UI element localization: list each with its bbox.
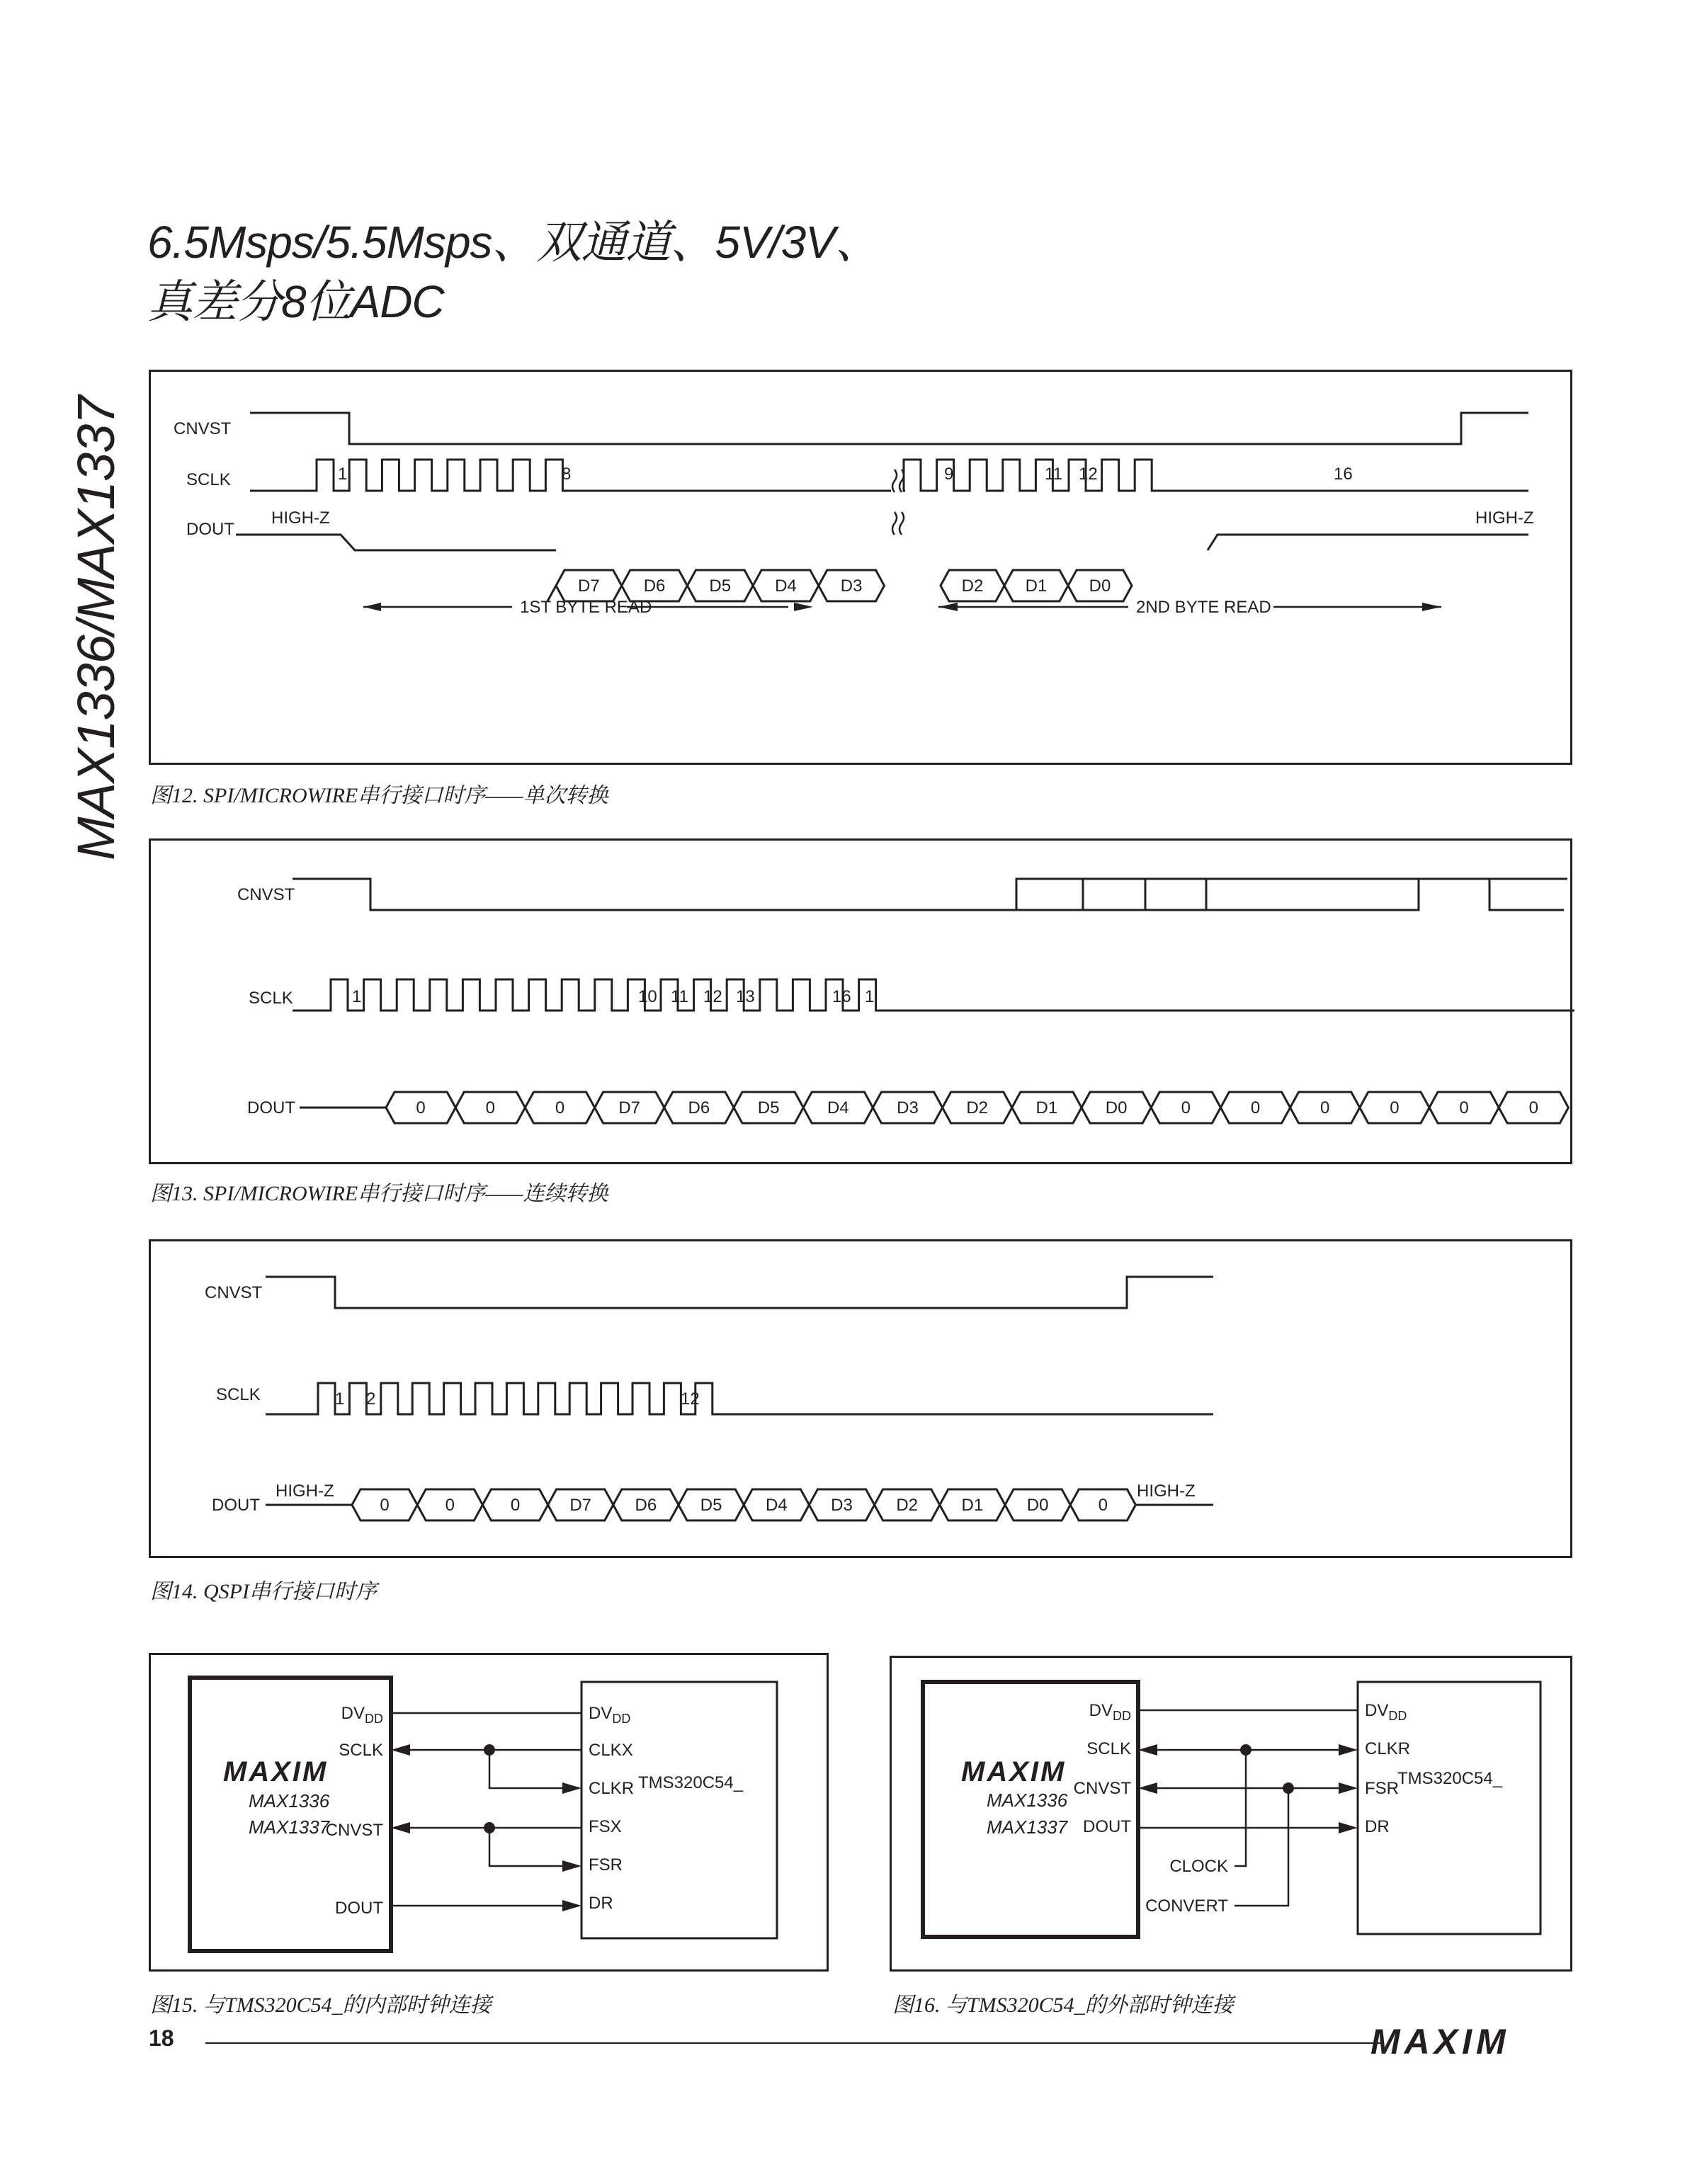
footer-logo-text: MAXIM [1370, 2022, 1510, 2061]
f15-chip-logo: MAXIM [223, 1756, 329, 1787]
f12-byte1-bit-label: D3 [840, 576, 863, 596]
f13-signal-dout: DOUT [247, 1098, 295, 1117]
f15-dsp-pin-dr: DR [589, 1894, 613, 1913]
figure-13-frame [149, 838, 1572, 1164]
f13-dout-bit-label: D4 [827, 1098, 849, 1117]
f16-part-1: MAX1336 [987, 1790, 1068, 1811]
f12-clock-number: 1 [338, 465, 348, 484]
f13-dout-bit-label: 0 [1250, 1098, 1261, 1117]
f14-dout-bit-label: D0 [1026, 1496, 1049, 1515]
f13-clock-number: 13 [736, 987, 755, 1006]
f14-dout-cells [352, 1489, 1135, 1520]
f12-byte2-bit-label: D1 [1025, 576, 1048, 596]
side-title: MAX1336/MAX1337 [67, 396, 125, 860]
f12-signal-cnvst: CNVST [174, 419, 232, 438]
f15-wires [391, 1713, 581, 1906]
f14-dout-bit-label: D7 [569, 1496, 592, 1515]
f16-wires [1138, 1710, 1358, 1906]
f13-cnvst-final [1482, 879, 1564, 910]
f13-dout-bit-label: D6 [688, 1098, 710, 1117]
figure-15-caption: 图15. 与TMS320C54_的内部时钟连接 [150, 1994, 492, 2017]
f14-highz-left: HIGH-Z [276, 1481, 334, 1501]
f14-signal-dout: DOUT [212, 1496, 260, 1515]
footer-maxim-logo [1370, 2020, 1569, 2066]
f13-cnvst-pulses [1016, 879, 1567, 910]
f14-dout-bit-label: D3 [831, 1496, 853, 1515]
f12-byte2-bit-label: D2 [961, 576, 984, 596]
f15-part-2: MAX1337 [249, 1816, 330, 1838]
f14-dout-bit-label: 0 [380, 1496, 390, 1515]
f15-dsp-pin-clkx: CLKX [589, 1741, 633, 1760]
f16-pin-cnvst: CNVST [1073, 1779, 1131, 1798]
f13-dout-bit-label: D2 [966, 1098, 989, 1117]
f14-sclk-wave [266, 1383, 1213, 1414]
f16-dsp-name: TMS320C54_ [1397, 1769, 1503, 1788]
f15-pin-sclk: SCLK [339, 1741, 383, 1760]
f14-cnvst-wave [266, 1277, 1213, 1308]
f12-highz-left: HIGH-Z [271, 508, 330, 528]
f12-signal-dout: DOUT [186, 520, 234, 539]
f12-clock-number: 9 [944, 465, 954, 484]
figure-13-diagram [151, 841, 1574, 1166]
f15-pin-cnvst: CNVST [325, 1821, 383, 1840]
f14-dout-bit-label: 0 [445, 1496, 455, 1515]
f13-clock-number: 1 [352, 987, 362, 1006]
figure-12-frame [149, 370, 1572, 765]
f12-break-mark-dout [892, 512, 904, 535]
f14-dout-bit-label: D2 [896, 1496, 919, 1515]
f13-dout-bit-label: D1 [1035, 1098, 1058, 1117]
f15-pin-dout: DOUT [335, 1899, 383, 1918]
f12-break-mark-sclk [892, 470, 904, 492]
f12-byte1-bit-label: D6 [643, 576, 666, 596]
figure-16-caption: 图16. 与TMS320C54_的外部时钟连接 [892, 1994, 1234, 2017]
f14-dout-bit-label: D6 [635, 1496, 657, 1515]
f13-sclk-wave [293, 979, 1574, 1011]
f16-ext-clock: CLOCK [1169, 1857, 1228, 1876]
f14-signal-cnvst: CNVST [205, 1283, 263, 1302]
f13-cnvst-wave [293, 879, 1016, 910]
f13-dout-bit-label: 0 [1320, 1098, 1330, 1117]
f12-highz-right: HIGH-Z [1475, 508, 1534, 528]
f14-highz-right: HIGH-Z [1137, 1481, 1196, 1501]
f12-byte2-label: 2ND BYTE READ [1136, 598, 1271, 617]
f13-dout-bit-label: D3 [897, 1098, 919, 1117]
f12-byte1-label: 1ST BYTE READ [520, 598, 652, 617]
f12-dout-highz-left [270, 535, 556, 550]
f16-part-2: MAX1337 [987, 1816, 1068, 1838]
f13-clock-number: 16 [832, 987, 851, 1006]
f13-clock-number: 10 [638, 987, 657, 1006]
f12-clock-number: 12 [1079, 465, 1098, 484]
f12-byte2-bit-label: D0 [1089, 576, 1111, 596]
f15-dsp-pin-clkr: CLKR [589, 1779, 635, 1798]
f13-clock-number: 12 [703, 987, 722, 1006]
f14-dout-bit-label: 0 [1098, 1496, 1108, 1515]
f12-clock-number: 8 [562, 465, 572, 484]
f16-chip-logo: MAXIM [961, 1756, 1067, 1787]
f13-clock-number: 1 [865, 987, 875, 1006]
f16-pin-dvdd: $DV_{DD}$ [1089, 1701, 1131, 1723]
f13-signal-cnvst: CNVST [237, 885, 295, 904]
f12-byte1-bit-label: D5 [709, 576, 732, 596]
f12-dout-highz-right [1208, 535, 1528, 550]
f13-dout-bit-label: 0 [416, 1098, 426, 1117]
f14-dout-bit-label: D4 [765, 1496, 788, 1515]
f13-dout-bit-label: 0 [1390, 1098, 1400, 1117]
f15-dsp-name: TMS320C54_ [638, 1773, 744, 1792]
f13-dout-bit-label: D5 [757, 1098, 780, 1117]
f16-dsp-pin-clkr: CLKR [1365, 1739, 1411, 1758]
figure-15-diagram [151, 1655, 831, 1974]
page-number: 18 [149, 2025, 174, 2051]
f14-dout-bit-label: D1 [961, 1496, 984, 1515]
f13-dout-bit-label: 0 [485, 1098, 495, 1117]
figure-14-frame [149, 1239, 1572, 1558]
f12-sclk-wave-right [904, 460, 1528, 491]
f13-dout-bit-label: 0 [555, 1098, 565, 1117]
f14-dout-bit-label: D5 [700, 1496, 722, 1515]
f13-signal-sclk: SCLK [249, 989, 293, 1008]
f14-signal-sclk: SCLK [216, 1385, 261, 1404]
f14-dout-bit-label: 0 [510, 1496, 521, 1515]
f15-part-1: MAX1336 [249, 1790, 330, 1812]
f13-dout-bit-label: 0 [1181, 1098, 1191, 1117]
f13-dout-cells [386, 1092, 1568, 1123]
f15-dsp-pin-fsx: FSX [589, 1817, 622, 1836]
f13-dout-bit-label: D7 [618, 1098, 641, 1117]
f15-dsp-pin-fsr: FSR [589, 1855, 623, 1875]
f12-dout-cells [547, 570, 1132, 601]
f12-clock-number: 16 [1334, 465, 1353, 484]
page-title: 6.5Msps/5.5Msps、双通道、5V/3V、 真差分8位ADC [147, 217, 880, 327]
f12-cnvst-wave [250, 413, 1528, 444]
f13-dout-bit-label: 0 [1459, 1098, 1469, 1117]
f16-pin-dout: DOUT [1083, 1817, 1131, 1836]
figure-16-frame [890, 1656, 1572, 1972]
f15-pin-dvdd: $DV_{DD}$ [341, 1704, 383, 1726]
f16-dsp-pin-dr: DR [1365, 1817, 1390, 1836]
figure-12-diagram [151, 372, 1574, 767]
f12-byte1-bit-label: D7 [578, 576, 600, 596]
f13-dout-bit-label: D0 [1105, 1098, 1128, 1117]
f16-dsp-pin-dvdd: $DV_{DD}$ [1365, 1701, 1407, 1723]
f14-clock-number: 2 [366, 1389, 376, 1409]
f14-clock-number: 12 [681, 1389, 700, 1409]
f15-dsp-pin-dvdd: $DV_{DD}$ [589, 1704, 631, 1726]
f12-byte1-bit-label: D4 [775, 576, 797, 596]
f13-dout-bit-label: 0 [1528, 1098, 1538, 1117]
f12-clock-number: 11 [1045, 465, 1062, 484]
f16-ext-convert: CONVERT [1145, 1896, 1228, 1916]
footer-rule [205, 2042, 1381, 2044]
f16-pin-sclk: SCLK [1086, 1739, 1131, 1758]
figure-13-caption: 图13. SPI/MICROWIRE串行接口时序——连续转换 [150, 1182, 608, 1205]
figure-16-diagram [892, 1658, 1574, 1974]
figure-15-frame [149, 1653, 829, 1972]
f12-signal-sclk: SCLK [186, 470, 231, 489]
f13-clock-number: 11 [671, 987, 688, 1006]
figure-14-diagram [151, 1241, 1574, 1560]
f14-clock-number: 1 [335, 1389, 345, 1409]
f16-dsp-pin-fsr: FSR [1365, 1779, 1399, 1798]
figure-12-caption: 图12. SPI/MICROWIRE串行接口时序——单次转换 [150, 784, 608, 807]
figure-14-caption: 图14. QSPI串行接口时序 [150, 1580, 377, 1603]
